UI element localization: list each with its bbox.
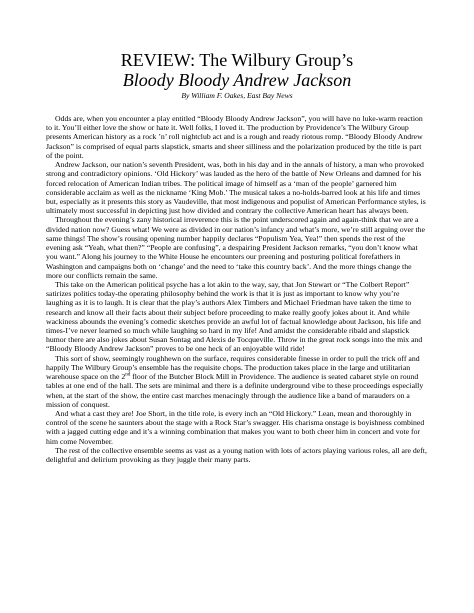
paragraph-6: And what a cast they are! Joe Short, in the title role, is every inch an “Old Hickory.” Lean, mean and thoroughly in control of the scene he saunters about the stage with a Rock Star’s swagger. His charisma onstage is boyishness combined with a jagged cutting edge and it’s a winning combination that makes you want to both cheer him in concert and vote for him come November. <box>46 409 425 446</box>
paragraph-1: Odds are, when you encounter a play entitled “Bloody Bloody Andrew Jackson”, you will have no luke-warm reaction to it. You’ll either love the show or hate it. Well folks, I loved it. The production by Providence’s The Wilbury Group presents American history as a rock ’n’ roll nightclub act and is a rough and ready riotous romp. “Bloody Bloody Andrew Jackson” is comprised of equal parts slapstick, smarts and sheer silliness and the polarization produced by the title is part of the point. <box>46 114 423 160</box>
article-title: REVIEW: The Wilbury Group’s <box>120 50 354 70</box>
paragraph-4: This take on the American political psyche has a lot akin to the way, say, that Jon Stewart or “The Colbert Report” satirizes politics today-the operating philosophy behind the work is that it is just as important to know why you’re laughing as it is to laugh. It is clear that the play’s authors Alex Timbers and Michael Friedman have taken the time to research and know all their facts about their subject before proceeding to make really goofy jokes about it. And while wackiness abounds the evening’s comedic sketches provide an awful lot of factual knowledge about Jackson, his life and times-I’ve never learned so much while laughing so hard in my life! And amidst the considerable ribald and slapstick humor there are also jokes about Susan Sontag and Alexis de Tocqueville. Throw in the great rock songs into the mix and “Bloody Bloody Andrew Jackson” proves to be one heck of an enjoyable wild ride! <box>46 279 423 354</box>
article-byline: By William F. Oakes, East Bay News <box>181 91 293 100</box>
article-body <box>46 114 428 464</box>
paragraph-3: Throughout the evening’s zany historical irreverence this is the point underscored again and again-think that we are a divided nation now? Guess what! We were as divided in our nation’s infancy and what’s more, we’re still arguing over the same things! The show’s rousing opening number happily declares “Populism Yea, Yea!” then spends the rest of the evening ask “Yeah, what then?” “People are confusing”, a despairing President Jackson remarks, “you don’t know what you want.” Along his journey to the White House he encounters our preening and posturing political forefathers in Washington and campaigns both on ‘change’ and the need to ‘take this country back’. And the more things change the more our conflicts remain the same. <box>46 215 425 280</box>
paragraph-7: The rest of the collective ensemble seems as vast as a young nation with lots of actors playing various roles, all are deft, delightful and delirium provoking as they juggle their many parts. <box>46 445 427 465</box>
article-subtitle: Bloody Bloody Andrew Jackson <box>122 70 352 90</box>
paragraph-5: This sort of show, seemingly roughhewn on the surface, requires considerable finesse in order to pull the trick off and happily The Wilbury Group’s ensemble has the requisite chops. The production takes place in the large and utilitarian warehouse space on the 2nd floor of the Butcher Block Mill in Providence. The audience is seated cabaret style on round tables at one end of the hall. The sets are minimal and there is a definite underground vibe to these proceedings especially when, at the start of the show, the entire cast marches menacingly through the audience like a band of marauders on a mission of conquest. <box>46 353 424 409</box>
ordinal-suffix: nd <box>125 372 131 378</box>
paragraph-2: Andrew Jackson, our nation’s seventh President, was, both in his day and in the annals of history, a man who provoked strong and contradictory opinions. ‘Old Hickory’ was lauded as the hero of the battle of New Orleans and damned for his forced relocation of American Indian tribes. The political image of himself as a ‘man of the people’ garnered him considerable acclaim as well as the nickname ‘King Mob.’ The musical takes a no-holds-barred look at his life and times but, especially as it presents this story as Vaudeville, that most indigenous and populist of American Performance styles, is ultimately most successful in depicting just how divided and contrary the collective American heart has always been. <box>46 160 426 216</box>
